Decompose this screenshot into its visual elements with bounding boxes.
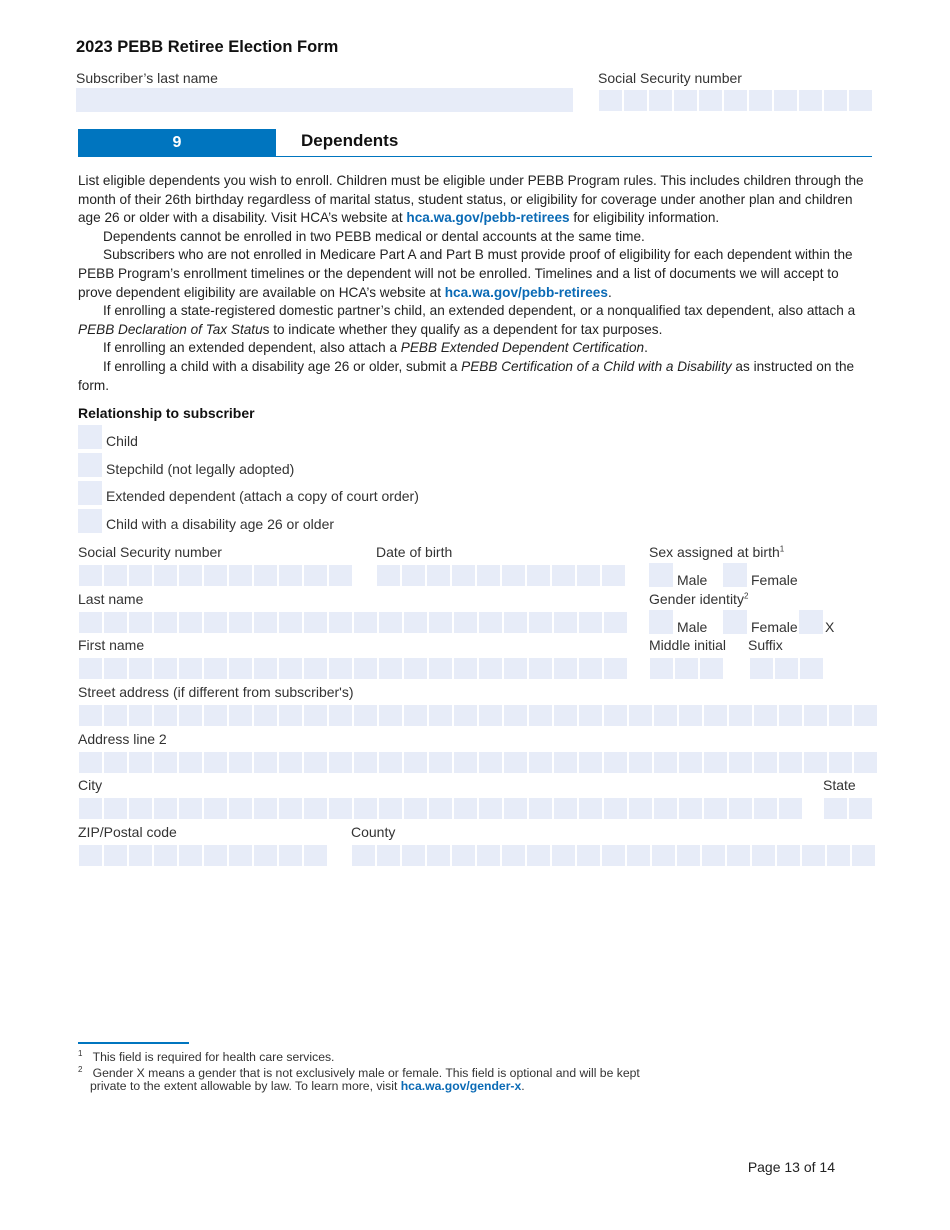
extended-dependent-checkbox[interactable]: [78, 481, 102, 505]
suffix-input[interactable]: [750, 658, 823, 679]
sex-female-label: Female: [751, 572, 798, 588]
extended-dependent-option-label: Extended dependent (attach a copy of court order): [106, 488, 419, 504]
stepchild-checkbox[interactable]: [78, 453, 102, 477]
sex-label: Sex assigned at birth$^1$: [649, 544, 785, 560]
address-line-2-label: Address line 2: [78, 731, 167, 747]
city-input[interactable]: [79, 798, 802, 819]
gender-identity-label: Gender identity$^2$: [649, 591, 749, 607]
middle-initial-input[interactable]: [650, 658, 723, 679]
stepchild-option-label: Stepchild (not legally adopted): [106, 461, 295, 477]
city-label: City: [78, 777, 103, 793]
zip-label: ZIP/Postal code: [78, 824, 177, 840]
gender-female-checkbox[interactable]: [723, 610, 747, 634]
eligibility-link[interactable]: hca.wa.gov/pebb-retirees: [406, 210, 570, 226]
last-name-input[interactable]: [79, 612, 627, 633]
middle-initial-label: Middle initial: [649, 637, 727, 653]
gender-x-link[interactable]: hca.wa.gov/gender-x: [400, 1079, 522, 1093]
last-name-label: Last name: [78, 591, 144, 607]
child-option-label: Child: [106, 433, 138, 449]
section-title: Dependents: [301, 131, 399, 150]
zip-input[interactable]: [79, 845, 327, 866]
relationship-heading: Relationship to subscriber: [78, 405, 255, 421]
footnote-1: $^1$ This field is required for health care services.: [78, 1049, 335, 1065]
state-label: State: [823, 777, 856, 793]
subscriber-last-name-input[interactable]: [76, 88, 573, 112]
section-divider: [78, 156, 872, 157]
timelines-link[interactable]: hca.wa.gov/pebb-retirees: [444, 284, 608, 300]
footnote-2-cont: private to the extent allowable by law. To learn more, visit hca.wa.gov/gender-x.: [90, 1079, 525, 1093]
first-name-input[interactable]: [79, 658, 627, 679]
address-line-2-input[interactable]: [79, 752, 877, 773]
form-title: 2023 PEBB Retiree Election Form: [76, 38, 339, 56]
sex-male-label: Male: [677, 572, 708, 588]
dob-input[interactable]: [377, 565, 625, 586]
disabled-child-checkbox[interactable]: [78, 509, 102, 533]
page-number: Page 13 of 14: [747, 1159, 835, 1175]
dob-label: Date of birth: [376, 544, 453, 560]
footnote-divider: [78, 1042, 189, 1044]
footnote-2: $^2$ Gender X means a gender that is not exclusively male or female. This field is optional and will be kept: [78, 1065, 640, 1081]
sex-female-checkbox[interactable]: [723, 563, 747, 587]
subscriber-ssn-input[interactable]: [599, 90, 872, 111]
gender-male-checkbox[interactable]: [649, 610, 673, 634]
subscriber-last-name-label: Subscriber’s last name: [76, 70, 218, 86]
suffix-label: Suffix: [748, 637, 783, 653]
child-checkbox[interactable]: [78, 425, 102, 449]
gender-x-checkbox[interactable]: [799, 610, 823, 634]
section-number: 9: [78, 129, 276, 157]
intro-text: List eligible dependents you wish to enroll. Children must be eligible under PEBB Program rules. This includes children through the month of their 26th birthday regardless of marital status, student status, or eligibility for coverage under another plan and children age 26 or older with a disability. Visit HCA’s website at hca.wa.gov/pebb-retirees for eligibility information. Dependents cannot be enrolled in two PEBB medical or dental accounts at the same time. Subscribers who are not enrolled in Medicare Part A and Part B must provide proof of eligibility for each dependent within the PEBB Program’s enrollment timelines or the dependent will not be enrolled. Timelines and a list of documents we will accept to prove dependent eligibility are available on HCA’s website at hca.wa.gov/pebb-retirees. If enrolling a state-registered domestic partner’s child, an extended dependent, or a nonqualified tax dependent, also attach a PEBB Declaration of Tax Status to indicate whether they qualify as a dependent for tax purposes. If enrolling an extended dependent, also attach a PEBB Extended Dependent Certification. If enrolling a child with a disability age 26 or older, submit a PEBB Certification of a Child with a Disability as instructed on the form.: [78, 173, 864, 393]
dependent-ssn-input[interactable]: [79, 565, 352, 586]
gender-female-label: Female: [751, 619, 798, 635]
subscriber-ssn-label: Social Security number: [598, 70, 742, 86]
dependent-ssn-label: Social Security number: [78, 544, 222, 560]
county-input[interactable]: [352, 845, 875, 866]
first-name-label: First name: [78, 637, 145, 653]
gender-x-label: X: [825, 619, 835, 635]
street-address-label: Street address (if different from subscriber's): [78, 684, 354, 700]
disabled-child-option-label: Child with a disability age 26 or older: [106, 516, 335, 532]
gender-male-label: Male: [677, 619, 708, 635]
sex-male-checkbox[interactable]: [649, 563, 673, 587]
state-input[interactable]: [824, 798, 872, 819]
street-address-input[interactable]: [79, 705, 877, 726]
county-label: County: [351, 824, 396, 840]
